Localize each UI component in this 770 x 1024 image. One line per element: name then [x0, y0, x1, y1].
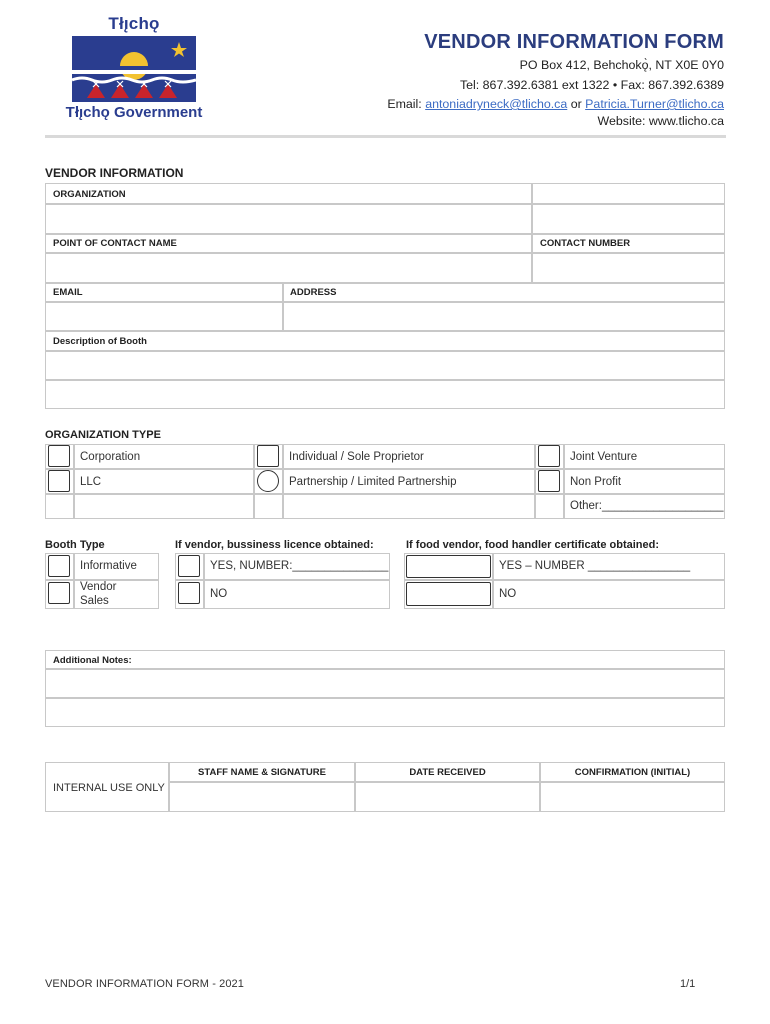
organization-label: ORGANIZATION — [53, 189, 126, 200]
logo-title-bottom: Tłı̨chǫ Government — [65, 104, 203, 121]
corporation-label: Corporation — [80, 451, 141, 463]
logo-emblem-icon — [72, 36, 196, 102]
llc-label: LLC — [80, 476, 102, 488]
organization-input-2[interactable] — [532, 204, 725, 234]
email-link-patricia[interactable]: Patricia.Turner@tlicho.ca — [585, 97, 724, 111]
food-no-label: NO — [499, 588, 517, 600]
organization-label-cell-2 — [532, 183, 725, 204]
org-chk-cell — [254, 494, 283, 519]
booth-description-input-1[interactable] — [45, 351, 725, 380]
form-title: VENDOR INFORMATION FORM — [424, 31, 724, 53]
individual-label: Individual / Sole Proprietor — [289, 451, 424, 463]
date-received-input[interactable] — [355, 782, 540, 812]
address-label-cell — [283, 283, 725, 302]
tlicho-logo — [64, 14, 204, 126]
informative-label: Informative — [80, 560, 137, 572]
booth-description-label: Description of Booth — [53, 336, 147, 347]
individual-checkbox[interactable] — [257, 445, 279, 467]
confirmation-label: CONFIRMATION (INITIAL) — [574, 767, 691, 778]
header-divider — [45, 135, 726, 138]
header-website: Website: www.tlicho.ca — [597, 114, 724, 128]
food-heading: If food vendor, food handler certificate obtained: — [406, 539, 660, 551]
header-tel-fax: Tel: 867.392.6381 ext 1322 • Fax: 867.392.6389 — [459, 78, 724, 92]
food-no-checkbox[interactable] — [406, 582, 491, 606]
vendor-sales-label-1: Vendor — [80, 581, 117, 593]
org-chk-cell — [45, 494, 74, 519]
email-link-antonia[interactable]: antoniadryneck@tlicho.ca — [425, 97, 568, 111]
email-or: or — [567, 97, 586, 111]
other-label[interactable]: Other:___________________ — [570, 500, 724, 512]
vendor-sales-checkbox[interactable] — [48, 582, 70, 604]
address-input[interactable] — [283, 302, 725, 331]
staff-signature-input[interactable] — [169, 782, 355, 812]
contact-number-label: CONTACT NUMBER — [540, 238, 631, 249]
header-email — [387, 97, 724, 111]
address-label: ADDRESS — [290, 287, 337, 298]
footer-form-name: VENDOR INFORMATION FORM - 2021 — [45, 978, 244, 990]
partnership-radio[interactable] — [257, 470, 279, 492]
contact-number-input[interactable] — [532, 253, 725, 283]
booth-type-heading: Booth Type — [45, 539, 105, 551]
licence-opt-cell — [204, 580, 390, 609]
organization-input[interactable] — [45, 204, 532, 234]
notes-label-cell — [45, 650, 725, 669]
email-label: EMAIL — [53, 287, 83, 298]
header-address: PO Box 412, Behchokǫ̀, NT X0E 0Y0 — [519, 58, 724, 72]
confirmation-input[interactable] — [540, 782, 725, 812]
org-opt-cell — [74, 494, 254, 519]
licence-no-checkbox[interactable] — [178, 582, 200, 604]
joint-venture-label: Joint Venture — [570, 451, 638, 463]
org-type-heading: ORGANIZATION TYPE — [45, 429, 161, 441]
vendor-info-heading: VENDOR INFORMATION — [45, 166, 184, 180]
email-prefix: Email: — [387, 97, 426, 111]
org-opt-cell — [283, 494, 535, 519]
joint-venture-checkbox[interactable] — [538, 445, 560, 467]
vendor-sales-label-2: Sales — [80, 595, 109, 607]
partnership-label: Partnership / Limited Partnership — [289, 476, 457, 488]
non-profit-label: Non Profit — [570, 476, 622, 488]
informative-checkbox[interactable] — [48, 555, 70, 577]
notes-input-1[interactable] — [45, 669, 725, 698]
food-yes-checkbox[interactable] — [406, 555, 491, 578]
licence-heading: If vendor, bussiness licence obtained: — [175, 539, 374, 551]
llc-checkbox[interactable] — [48, 470, 70, 492]
internal-use-label: INTERNAL USE ONLY — [53, 782, 165, 794]
booth-description-input-2[interactable] — [45, 380, 725, 409]
non-profit-checkbox[interactable] — [538, 470, 560, 492]
footer-page-number: 1/1 — [680, 978, 696, 990]
corporation-checkbox[interactable] — [48, 445, 70, 467]
booth-description-label-cell — [45, 331, 725, 351]
date-received-label: DATE RECEIVED — [409, 767, 486, 778]
notes-label: Additional Notes: — [53, 655, 132, 666]
food-opt-cell — [493, 580, 725, 609]
licence-yes-label: YES, NUMBER:_______________ — [210, 560, 389, 572]
food-yes-label: YES – NUMBER ________________ — [499, 560, 691, 572]
licence-yes-checkbox[interactable] — [178, 555, 200, 577]
email-input[interactable] — [45, 302, 283, 331]
contact-name-input[interactable] — [45, 253, 532, 283]
staff-label: STAFF NAME & SIGNATURE — [198, 767, 326, 778]
org-chk-cell — [535, 494, 564, 519]
contact-name-label: POINT OF CONTACT NAME — [53, 238, 177, 249]
logo-title-top: Tłı̨chǫ — [108, 14, 160, 33]
licence-no-label: NO — [210, 588, 228, 600]
notes-input-2[interactable] — [45, 698, 725, 727]
